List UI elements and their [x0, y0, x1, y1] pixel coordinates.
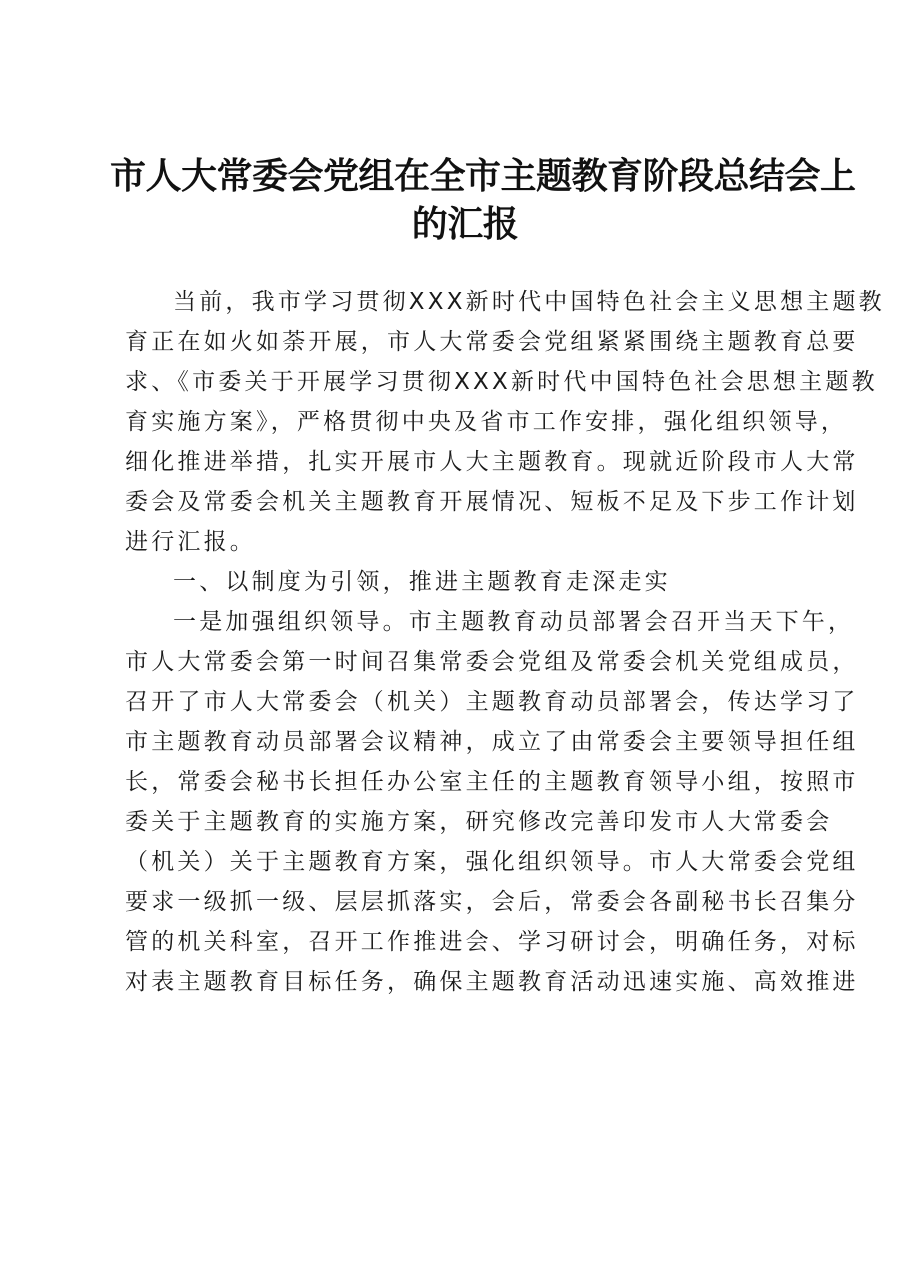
paragraph-line: 求、《市委关于开展学习贯彻XXX新时代中国特色社会思想主题教: [125, 369, 878, 395]
paragraph-line: 委会及常委会机关主题教育开展情况、短板不足及下步工作计划: [125, 489, 859, 515]
paragraph-line: 当前，我市学习贯彻XXX新时代中国特色社会主义思想主题教: [173, 289, 885, 315]
paragraph-line: 育实施方案》，严格贯彻中央及省市工作安排，强化组织领导，: [125, 409, 848, 435]
paragraph-line: 管的机关科室，召开工作推进会、学习研讨会，明确任务，对标: [125, 929, 859, 955]
document-title: [110, 152, 856, 248]
title-line-2: 的汇报: [411, 203, 519, 245]
paragraph-line: 育正在如火如荼开展，市人大常委会党组紧紧围绕主题教育总要: [125, 329, 859, 355]
paragraph-line: 要求一级抓一级、层层抓落实，会后，常委会各副秘书长召集分: [125, 889, 859, 915]
paragraph-line: 委关于主题教育的实施方案，研究修改完善印发市人大常委会: [125, 809, 833, 835]
section-heading: 一、以制度为引领，推进主题教育走深走实: [173, 569, 671, 595]
paragraph-line: 市主题教育动员部署会议精神，成立了由常委会主要领导担任组: [125, 729, 859, 755]
document-body: [125, 282, 885, 1002]
paragraph-line: 对表主题教育目标任务，确保主题教育活动迅速实施、高效推进: [125, 969, 859, 995]
paragraph-line: 召开了市人大常委会（机关）主题教育动员部署会，传达学习了: [125, 689, 859, 715]
title-line-1: 市人大常委会党组在全市主题教育阶段总结会上: [110, 155, 856, 197]
paragraph-line: 市人大常委会第一时间召集常委会党组及常委会机关党组成员，: [125, 649, 859, 675]
paragraph-line: 一是加强组织领导。市主题教育动员部署会召开当天下午，: [173, 609, 855, 635]
paragraph-line: 长，常委会秘书长担任办公室主任的主题教育领导小组，按照市: [125, 769, 859, 795]
paragraph-line: （机关）关于主题教育方案，强化组织领导。市人大常委会党组: [125, 849, 859, 875]
paragraph-line: 细化推进举措，扎实开展市人大主题教育。现就近阶段市人大常: [125, 449, 859, 475]
paragraph-line: 进行汇报。: [125, 529, 256, 555]
